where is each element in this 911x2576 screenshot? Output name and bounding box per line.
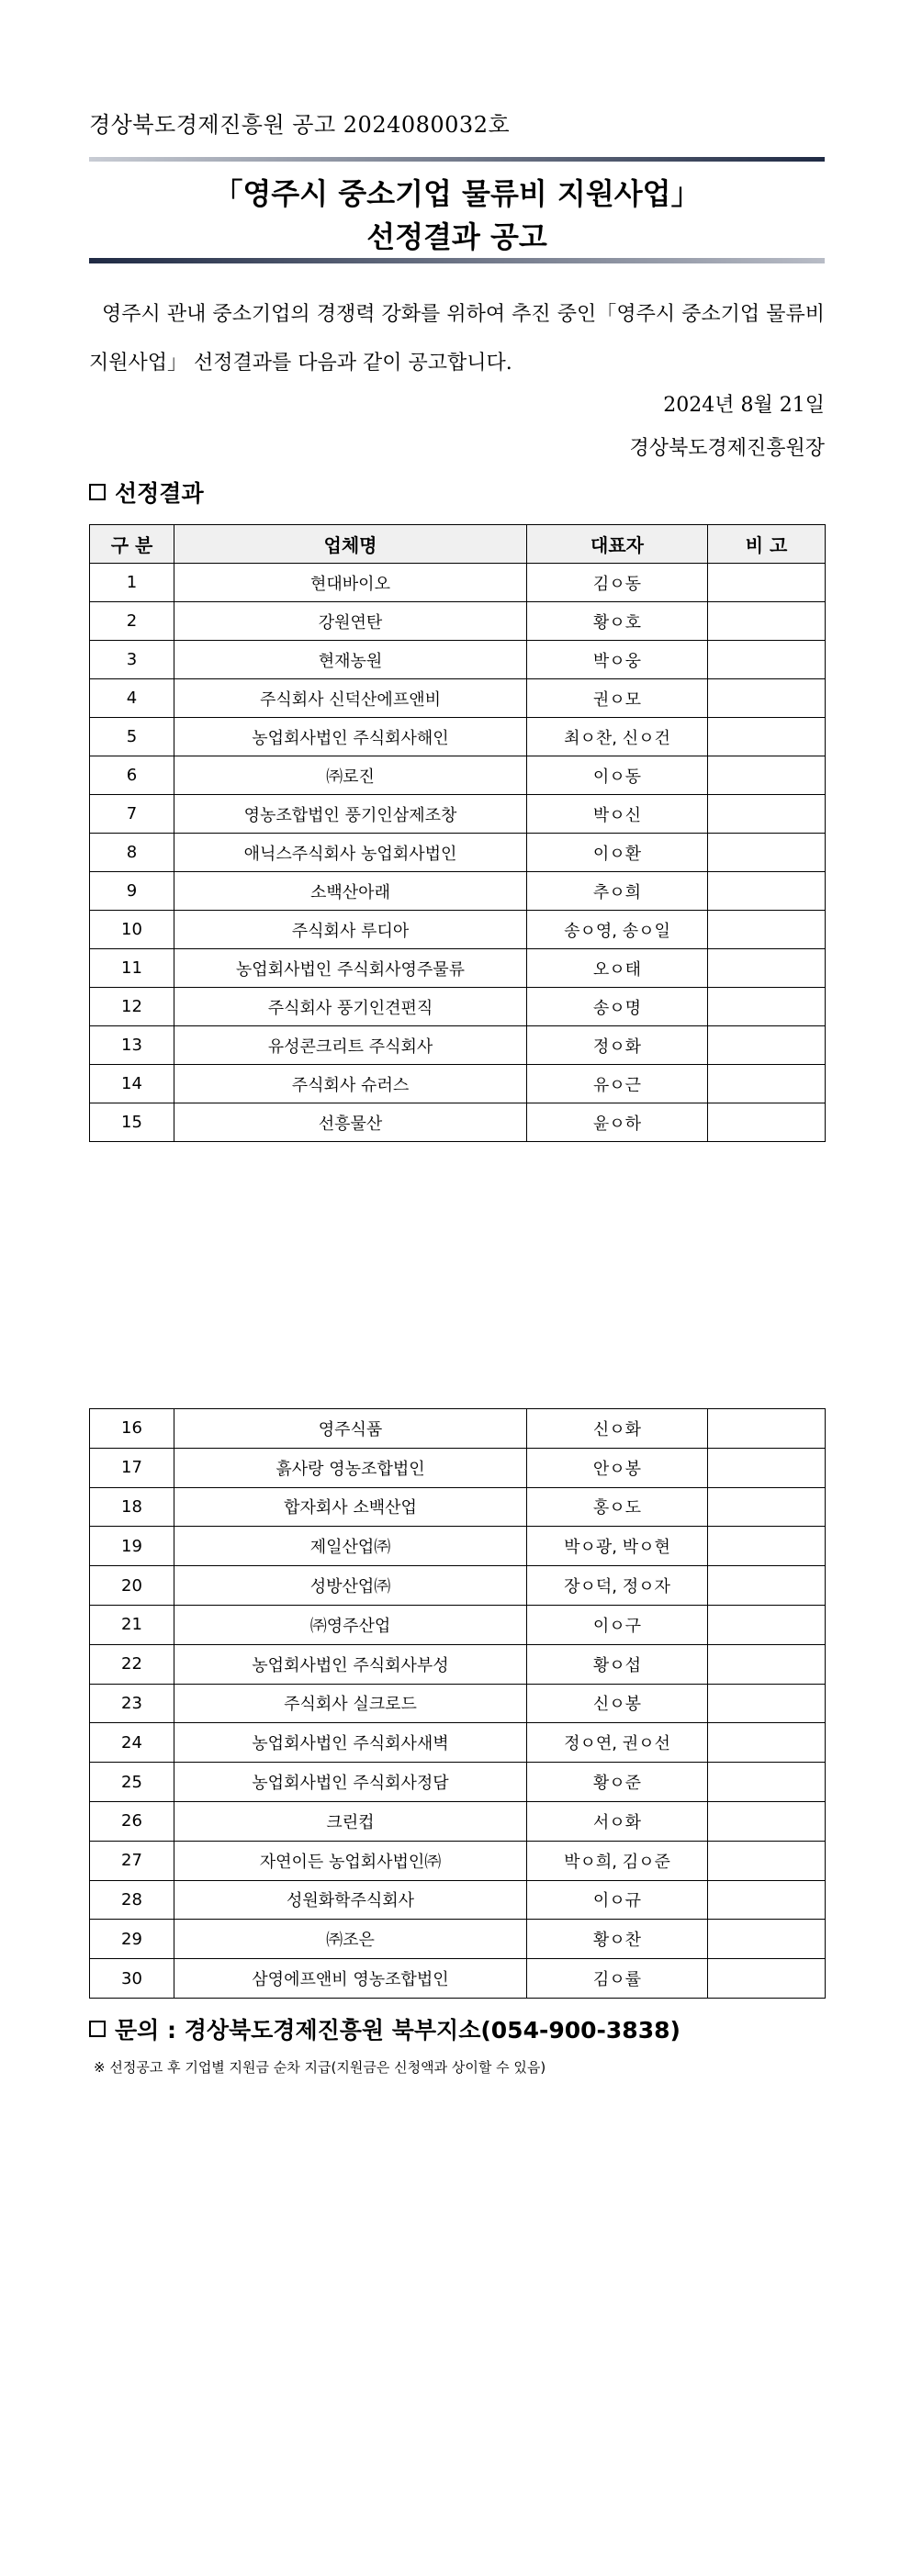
cell-representative: 홍ㅇ도 xyxy=(527,1487,708,1527)
cell-representative: 안ㅇ봉 xyxy=(527,1448,708,1487)
cell-no: 7 xyxy=(90,795,174,834)
checkbox-square-icon xyxy=(89,484,106,500)
cell-representative: 유ㅇ근 xyxy=(527,1065,708,1103)
cell-note xyxy=(708,1880,826,1920)
cell-no: 1 xyxy=(90,564,174,602)
cell-company: ㈜영주산업 xyxy=(174,1605,527,1644)
table-row xyxy=(90,1723,826,1763)
cell-representative: 김ㅇ률 xyxy=(527,1959,708,1999)
cell-company: 애닉스주식회사 농업회사법인 xyxy=(174,834,527,872)
table-row xyxy=(90,1880,826,1920)
table-row xyxy=(90,756,826,795)
cell-company: 강원연탄 xyxy=(174,602,527,641)
cell-note xyxy=(708,756,826,795)
cell-company: 농업회사법인 주식회사영주물류 xyxy=(174,949,527,988)
table-body-part2 xyxy=(90,1409,826,1999)
cell-representative: 이ㅇ구 xyxy=(527,1605,708,1644)
cell-no: 28 xyxy=(90,1880,174,1920)
results-table-part1 xyxy=(89,524,826,1142)
cell-representative: 최ㅇ찬, 신ㅇ건 xyxy=(527,718,708,756)
cell-note xyxy=(708,1684,826,1723)
cell-note xyxy=(708,834,826,872)
table-row xyxy=(90,872,826,911)
issuer: 경상북도경제진흥원장 xyxy=(629,437,825,460)
table-row xyxy=(90,1841,826,1880)
cell-note xyxy=(708,1763,826,1802)
cell-company: 농업회사법인 주식회사정담 xyxy=(174,1763,527,1802)
cell-representative: 박ㅇ신 xyxy=(527,795,708,834)
cell-representative: 송ㅇ영, 송ㅇ일 xyxy=(527,911,708,949)
cell-note xyxy=(708,872,826,911)
cell-representative: 황ㅇ섭 xyxy=(527,1644,708,1684)
cell-note xyxy=(708,1801,826,1841)
cell-company: 크린컵 xyxy=(174,1801,527,1841)
cell-no: 6 xyxy=(90,756,174,795)
cell-no: 19 xyxy=(90,1527,174,1566)
cell-company: 제일산업㈜ xyxy=(174,1527,527,1566)
col-header-company: 업체명 xyxy=(174,525,527,564)
cell-no: 2 xyxy=(90,602,174,641)
table-row xyxy=(90,1763,826,1802)
cell-company: 주식회사 슈러스 xyxy=(174,1065,527,1103)
cell-note xyxy=(708,1065,826,1103)
table-row xyxy=(90,1448,826,1487)
cell-representative: 이ㅇ동 xyxy=(527,756,708,795)
table-row xyxy=(90,834,826,872)
title-line2: 선정결과 공고 xyxy=(366,219,547,254)
cell-representative: 장ㅇ덕, 정ㅇ자 xyxy=(527,1566,708,1606)
table-row xyxy=(90,1801,826,1841)
cell-note xyxy=(708,679,826,718)
cell-company: ㈜조은 xyxy=(174,1920,527,1959)
cell-note xyxy=(708,718,826,756)
cell-company: 흙사랑 영농조합법인 xyxy=(174,1448,527,1487)
cell-representative: 신ㅇ화 xyxy=(527,1409,708,1449)
cell-representative: 이ㅇ환 xyxy=(527,834,708,872)
cell-no: 27 xyxy=(90,1841,174,1880)
cell-representative: 오ㅇ태 xyxy=(527,949,708,988)
cell-company: ㈜로진 xyxy=(174,756,527,795)
cell-company: 성방산업㈜ xyxy=(174,1566,527,1606)
section-results xyxy=(89,476,204,509)
cell-company: 소백산아래 xyxy=(174,872,527,911)
notice-date: 2024년 8월 21일 xyxy=(663,394,825,417)
cell-note xyxy=(708,1959,826,1999)
cell-company: 현재농원 xyxy=(174,641,527,679)
table-row xyxy=(90,564,826,602)
cell-company: 영농조합법인 풍기인삼제조창 xyxy=(174,795,527,834)
contact-text: 문의 : 경상북도경제진흥원 북부지소(054-900-3838) xyxy=(115,2017,680,2044)
table-row xyxy=(90,1605,826,1644)
col-header-rep: 대표자 xyxy=(527,525,708,564)
cell-no: 12 xyxy=(90,988,174,1026)
table-row xyxy=(90,1409,826,1449)
cell-no: 30 xyxy=(90,1959,174,1999)
cell-representative: 황ㅇ호 xyxy=(527,602,708,641)
cell-no: 26 xyxy=(90,1801,174,1841)
cell-no: 16 xyxy=(90,1409,174,1449)
cell-no: 3 xyxy=(90,641,174,679)
cell-company: 농업회사법인 주식회사새벽 xyxy=(174,1723,527,1763)
cell-no: 11 xyxy=(90,949,174,988)
cell-note xyxy=(708,1487,826,1527)
table-row xyxy=(90,1920,826,1959)
cell-company: 유성콘크리트 주식회사 xyxy=(174,1026,527,1065)
cell-representative: 이ㅇ규 xyxy=(527,1880,708,1920)
contact-info xyxy=(89,2012,680,2045)
cell-note xyxy=(708,1103,826,1142)
cell-no: 21 xyxy=(90,1605,174,1644)
cell-representative: 권ㅇ모 xyxy=(527,679,708,718)
table-row xyxy=(90,602,826,641)
footnote: ※ 선정공고 후 기업별 지원금 순차 지급(지원금은 신청액과 상이할 수 있음) xyxy=(94,2059,546,2076)
cell-company: 주식회사 풍기인견편직 xyxy=(174,988,527,1026)
table-row xyxy=(90,949,826,988)
cell-no: 5 xyxy=(90,718,174,756)
table-row xyxy=(90,679,826,718)
notice-number: 경상북도경제진흥원 공고 2024080032호 xyxy=(89,112,511,138)
table-row xyxy=(90,1026,826,1065)
cell-representative: 황ㅇ찬 xyxy=(527,1920,708,1959)
cell-representative: 박ㅇ희, 김ㅇ준 xyxy=(527,1841,708,1880)
table-row xyxy=(90,1065,826,1103)
cell-note xyxy=(708,1920,826,1959)
cell-company: 선흥물산 xyxy=(174,1103,527,1142)
cell-note xyxy=(708,1448,826,1487)
checkbox-square-icon xyxy=(89,2021,106,2037)
cell-no: 14 xyxy=(90,1065,174,1103)
cell-no: 9 xyxy=(90,872,174,911)
cell-no: 4 xyxy=(90,679,174,718)
cell-no: 13 xyxy=(90,1026,174,1065)
table-row xyxy=(90,718,826,756)
table-row xyxy=(90,1684,826,1723)
cell-no: 29 xyxy=(90,1920,174,1959)
table-row xyxy=(90,1644,826,1684)
table-row xyxy=(90,1527,826,1566)
cell-no: 17 xyxy=(90,1448,174,1487)
cell-company: 농업회사법인 주식회사부성 xyxy=(174,1644,527,1684)
cell-no: 20 xyxy=(90,1566,174,1606)
cell-no: 24 xyxy=(90,1723,174,1763)
cell-company: 주식회사 루디아 xyxy=(174,911,527,949)
cell-note xyxy=(708,1841,826,1880)
cell-company: 자연이든 농업회사법인㈜ xyxy=(174,1841,527,1880)
col-header-note: 비 고 xyxy=(708,525,826,564)
cell-note xyxy=(708,1527,826,1566)
cell-representative: 서ㅇ화 xyxy=(527,1801,708,1841)
table-body-part1 xyxy=(90,564,826,1142)
col-header-no: 구 분 xyxy=(90,525,174,564)
cell-no: 8 xyxy=(90,834,174,872)
table-row xyxy=(90,1103,826,1142)
cell-representative: 윤ㅇ하 xyxy=(527,1103,708,1142)
cell-company: 영주식품 xyxy=(174,1409,527,1449)
cell-note xyxy=(708,1605,826,1644)
title-bottom-rule xyxy=(89,258,825,263)
cell-representative: 황ㅇ준 xyxy=(527,1763,708,1802)
table-header-row xyxy=(90,525,826,564)
cell-note xyxy=(708,641,826,679)
cell-representative: 정ㅇ연, 권ㅇ선 xyxy=(527,1723,708,1763)
cell-company: 현대바이오 xyxy=(174,564,527,602)
table-row xyxy=(90,795,826,834)
cell-representative: 박ㅇ웅 xyxy=(527,641,708,679)
cell-note xyxy=(708,911,826,949)
cell-representative: 박ㅇ광, 박ㅇ현 xyxy=(527,1527,708,1566)
cell-representative: 신ㅇ봉 xyxy=(527,1684,708,1723)
cell-company: 합자회사 소백산업 xyxy=(174,1487,527,1527)
cell-note xyxy=(708,1409,826,1449)
cell-company: 삼영에프앤비 영농조합법인 xyxy=(174,1959,527,1999)
cell-note xyxy=(708,1026,826,1065)
cell-representative: 김ㅇ동 xyxy=(527,564,708,602)
table-row xyxy=(90,911,826,949)
notice-body: 영주시 관내 중소기업의 경쟁력 강화를 위하여 추진 중인「영주시 중소기업 물류비 지원사업」 선정결과를 다음과 같이 공고합니다. xyxy=(89,303,825,375)
cell-no: 10 xyxy=(90,911,174,949)
cell-note xyxy=(708,1723,826,1763)
cell-company: 농업회사법인 주식회사해인 xyxy=(174,718,527,756)
cell-note xyxy=(708,949,826,988)
cell-note xyxy=(708,1566,826,1606)
cell-note xyxy=(708,1644,826,1684)
cell-no: 22 xyxy=(90,1644,174,1684)
title-top-rule xyxy=(89,157,825,162)
table-row xyxy=(90,1959,826,1999)
cell-note xyxy=(708,602,826,641)
cell-company: 성원화학주식회사 xyxy=(174,1880,527,1920)
cell-no: 15 xyxy=(90,1103,174,1142)
table-row xyxy=(90,1487,826,1527)
cell-note xyxy=(708,795,826,834)
table-row xyxy=(90,1566,826,1606)
results-table-part2 xyxy=(89,1408,826,1999)
cell-company: 주식회사 신덕산에프앤비 xyxy=(174,679,527,718)
cell-no: 23 xyxy=(90,1684,174,1723)
cell-company: 주식회사 실크로드 xyxy=(174,1684,527,1723)
cell-representative: 추ㅇ희 xyxy=(527,872,708,911)
section-results-title: 선정결과 xyxy=(115,480,204,507)
cell-no: 18 xyxy=(90,1487,174,1527)
cell-no: 25 xyxy=(90,1763,174,1802)
cell-representative: 정ㅇ화 xyxy=(527,1026,708,1065)
cell-note xyxy=(708,564,826,602)
cell-representative: 송ㅇ명 xyxy=(527,988,708,1026)
table-row xyxy=(90,988,826,1026)
cell-note xyxy=(708,988,826,1026)
table-row xyxy=(90,641,826,679)
title-line1: 「영주시 중소기업 물류비 지원사업」 xyxy=(213,176,701,211)
